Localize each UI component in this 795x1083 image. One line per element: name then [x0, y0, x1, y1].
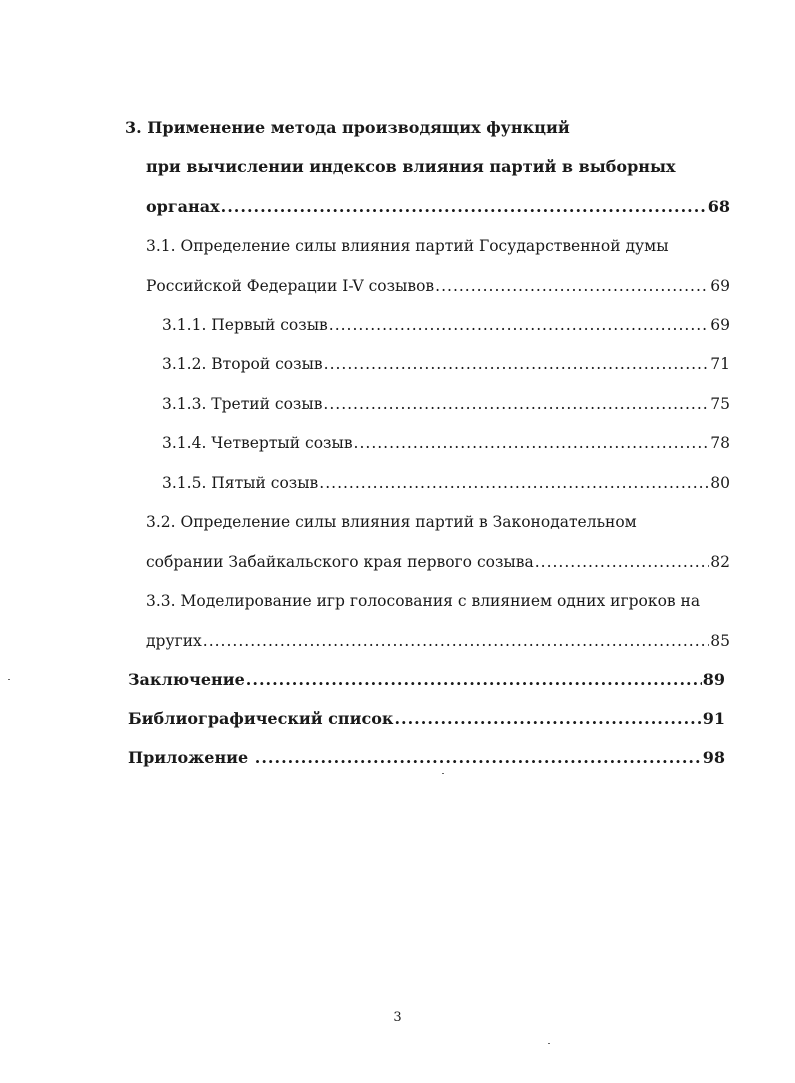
scan-speck: [442, 773, 444, 774]
toc-page-number: 98: [702, 748, 725, 767]
toc-entry-title: органах: [146, 197, 220, 216]
toc-entry-title: Приложение: [128, 748, 254, 767]
toc-entry-title: 3.1.1. Первый созыв: [162, 316, 328, 334]
toc-entry-title: 3.1.2. Второй созыв: [162, 355, 323, 373]
toc-chapter3-line2: при вычислении индексов влияния партий в выборных: [146, 157, 676, 176]
toc-page-number: 80: [710, 474, 730, 492]
toc-page-number: 68: [707, 197, 730, 216]
toc-page-number: 78: [710, 434, 730, 452]
toc-dot-leader: [324, 354, 710, 374]
toc-dot-leader: [535, 552, 710, 572]
toc-dot-leader: [319, 473, 709, 493]
toc-page-number: 69: [710, 277, 730, 295]
toc-entry-s3-1-2[interactable]: [162, 354, 730, 374]
toc-page-number: 91: [702, 709, 725, 728]
toc-entry-s3-1-1[interactable]: [162, 315, 730, 335]
toc-page-number: 69: [710, 316, 730, 334]
scan-speck: [8, 679, 10, 680]
toc-dot-leader: [323, 394, 709, 414]
toc-entry-s3-1-3[interactable]: [162, 394, 730, 414]
toc-entry-conclusion[interactable]: [128, 670, 725, 690]
toc-dot-leader: [221, 197, 707, 217]
toc-entry-title: 3.1.5. Пятый созыв: [162, 474, 319, 492]
toc-entry-s3-1[interactable]: [146, 276, 730, 296]
toc-entry-title: 3.1.4. Четвертый созыв: [162, 434, 353, 452]
toc-page-number: 89: [702, 670, 725, 689]
toc-s3-3-line1: 3.3. Моделирование игр голосования с влиянием одних игроков на: [146, 592, 701, 610]
toc-s3-1-line1: 3.1. Определение силы влияния партий Государственной думы: [146, 237, 669, 255]
toc-entry-chapter3[interactable]: [146, 197, 730, 217]
toc-entry-title: Российской Федерации I-V созывов: [146, 277, 435, 295]
scan-speck: [548, 1043, 550, 1044]
toc-entry-s3-3[interactable]: [146, 631, 730, 651]
toc-chapter3-line1: 3. Применение метода производящих функций: [125, 118, 570, 137]
toc-dot-leader: [255, 748, 702, 768]
toc-entry-s3-1-4[interactable]: [162, 433, 730, 453]
toc-page-number: 85: [710, 632, 730, 650]
toc-page-number: 82: [710, 553, 730, 571]
toc-dot-leader: [246, 670, 702, 690]
toc-entry-title: Заключение: [128, 670, 245, 689]
page-number: 3: [393, 1010, 402, 1025]
toc-s3-2-line1: 3.2. Определение силы влияния партий в Законодательном: [146, 513, 637, 531]
toc-entry-title: собрании Забайкальского края первого созыва: [146, 553, 534, 571]
toc-page-number: 75: [710, 395, 730, 413]
toc-entry-bibliography[interactable]: [128, 709, 725, 729]
toc-entry-title: 3.1.3. Третий созыв: [162, 395, 323, 413]
toc-entry-s3-2[interactable]: [146, 552, 730, 572]
toc-entry-title: Библиографический список: [128, 709, 394, 728]
toc-dot-leader: [394, 709, 701, 729]
toc-dot-leader: [354, 433, 710, 453]
toc-entry-title: других: [146, 632, 202, 650]
toc-page-number: 71: [710, 355, 730, 373]
toc-dot-leader: [203, 631, 709, 651]
toc-entry-s3-1-5[interactable]: [162, 473, 730, 493]
toc-entry-appendix[interactable]: [128, 748, 725, 768]
toc-dot-leader: [329, 315, 710, 335]
toc-dot-leader: [435, 276, 709, 296]
